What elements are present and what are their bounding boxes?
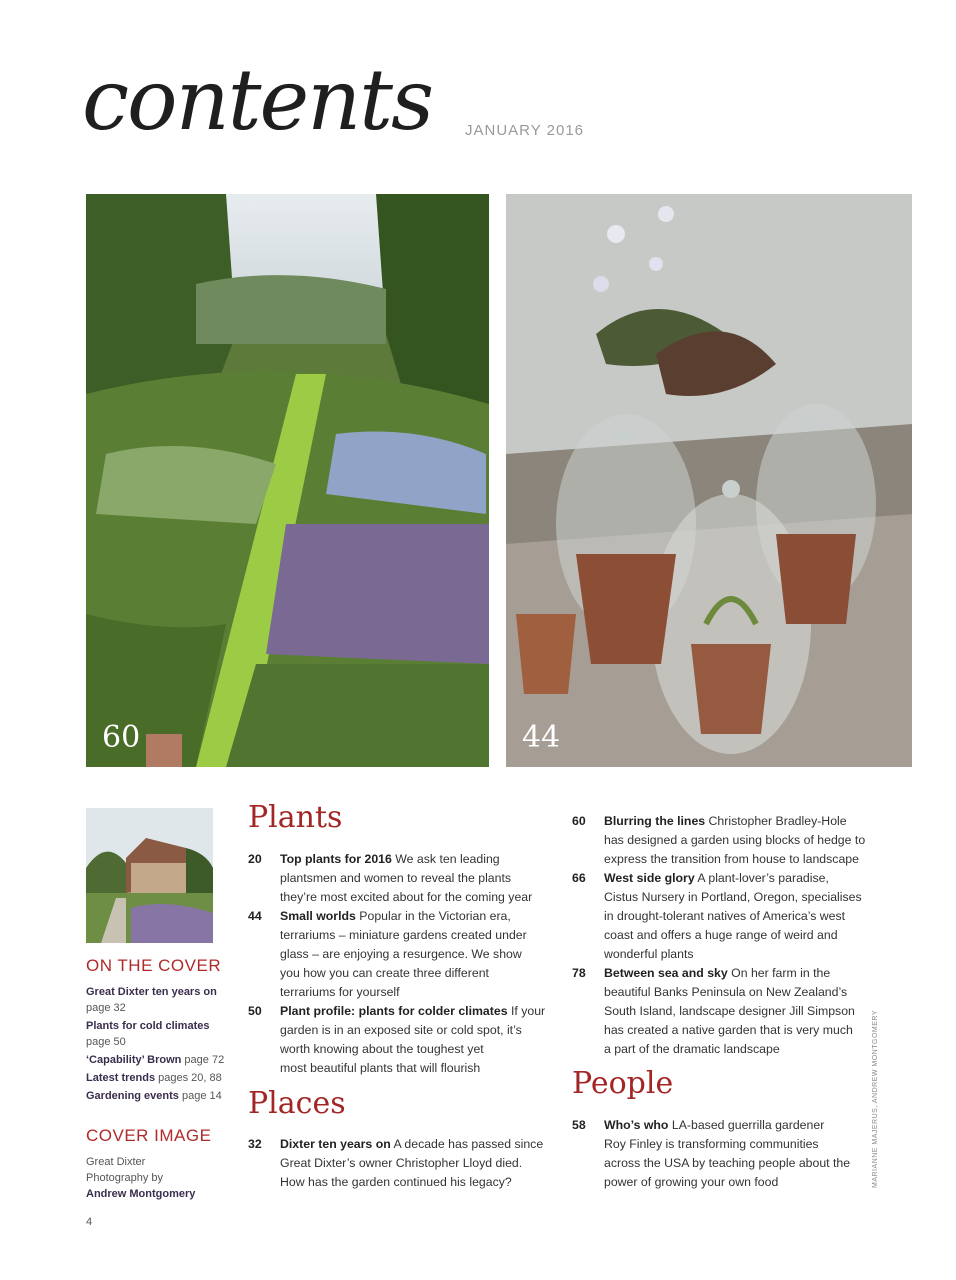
cover-item: Plants for cold climates page 50 [86,1020,210,1048]
page-number: 4 [86,1216,93,1228]
section-title-places: Places [248,1086,346,1121]
cover-item: Gardening events page 14 [86,1090,222,1102]
cover-item: Great Dixter ten years on page 32 [86,986,217,1014]
cover-item: ‘Capability’ Brown page 72 [86,1054,225,1066]
cover-thumbnail-illustration [86,808,213,943]
terrarium-photo-illustration [506,194,912,767]
issue-date: JANUARY 2016 [465,122,585,139]
cover-image-heading: COVER IMAGE [86,1126,212,1145]
cover-image-photography-label: Photography by [86,1172,164,1184]
cover-image-photographer: Andrew Montgomery [86,1188,196,1200]
cover-image-block [86,1126,226,1202]
section-title-people: People [572,1066,674,1101]
cover-image-location: Great Dixter [86,1156,146,1168]
garden-photo [86,194,489,767]
cover-sidebar [86,956,226,1202]
garden-photo-page-number: 60 [102,720,141,755]
photo-credit: MARIANNE MAJERUS, ANDREW MONTGOMERY [872,1010,879,1188]
masthead-title: contents [82,51,433,149]
masthead [82,51,433,149]
section-title-plants: Plants [248,800,343,835]
garden-photo-illustration [86,194,489,767]
cover-item: Latest trends pages 20, 88 [86,1072,222,1084]
on-the-cover-heading: ON THE COVER [86,956,222,975]
terrarium-photo [506,194,912,767]
cover-thumbnail [86,808,213,943]
terrarium-photo-page-number: 44 [522,720,561,755]
